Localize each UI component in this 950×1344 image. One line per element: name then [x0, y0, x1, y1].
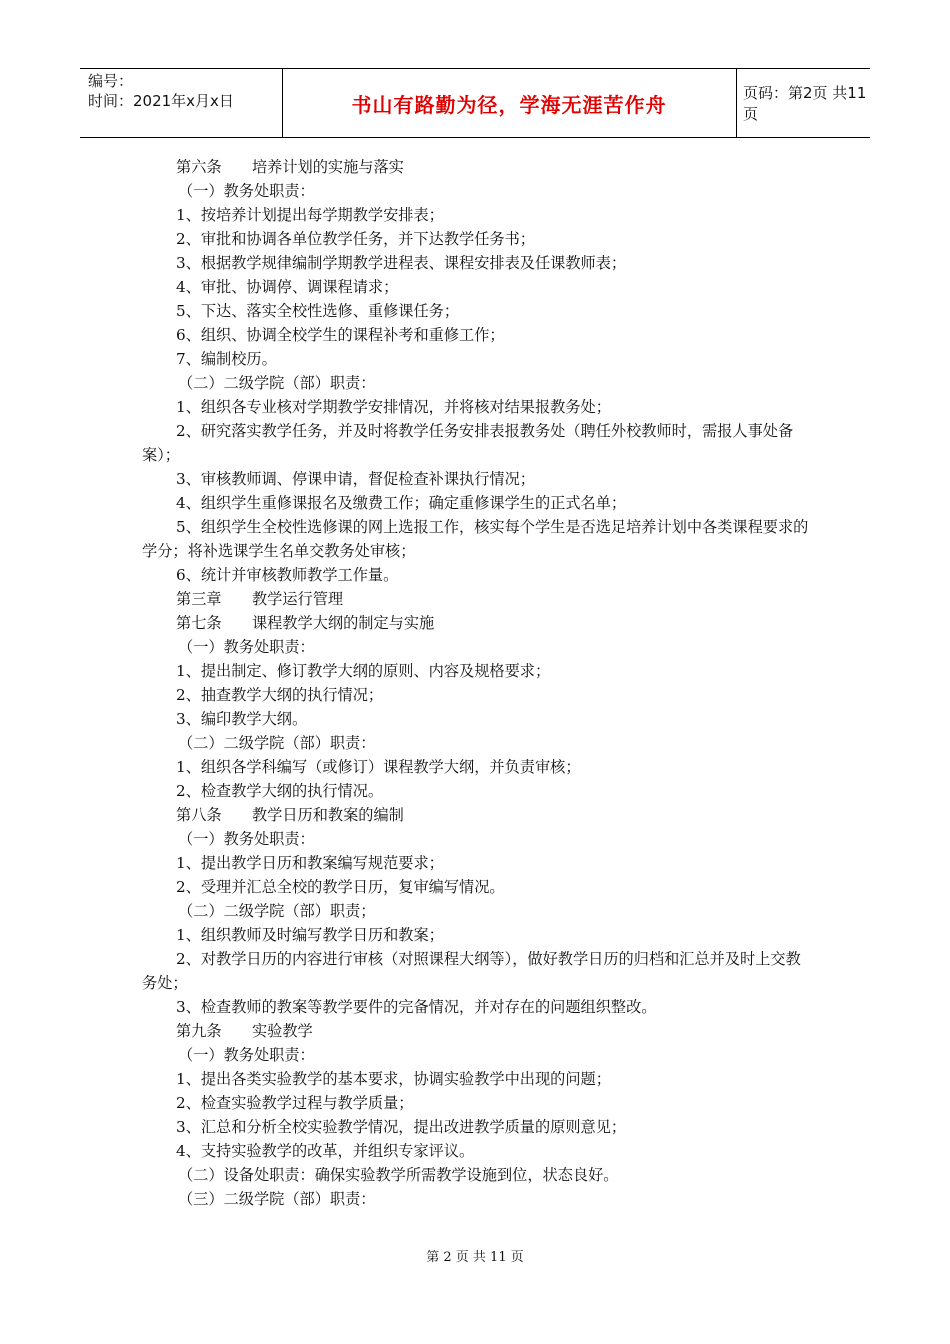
list-item: 2、审批和协调各单位教学任务，并下达教学任务书； — [176, 230, 535, 248]
section-heading: （一）教务处职责： — [178, 638, 315, 656]
list-item: 4、审批、协调停、调课程请求； — [176, 278, 399, 296]
list-item: 5、下达、落实全校性选修、重修课任务； — [176, 302, 460, 320]
article-heading: 第六条 培养计划的实施与落实 — [176, 158, 404, 176]
section-heading: （二）二级学院（部）职责： — [178, 734, 376, 752]
section-heading: （二）设备处职责：确保实验教学所需教学设施到位，状态良好。 — [178, 1166, 619, 1184]
list-item: 4、支持实验教学的改革，并组织专家评议。 — [176, 1142, 475, 1160]
section-heading: （一）教务处职责： — [178, 182, 315, 200]
list-item: 6、组织、协调全校学生的课程补考和重修工作； — [176, 326, 505, 344]
list-item: 1、组织各专业核对学期教学安排情况，并将核对结果报教务处； — [176, 398, 611, 416]
page-footer: 第 2 页 共 11 页 — [426, 1250, 524, 1265]
list-item: 1、组织各学科编写（或修订）课程教学大纲，并负责审核； — [176, 758, 581, 776]
page-header — [80, 68, 870, 138]
header-meta — [80, 69, 283, 137]
header-motto-cell — [282, 69, 737, 137]
list-item: 1、提出教学日历和教案编写规范要求； — [176, 854, 444, 872]
list-item: 1、提出制定、修订教学大纲的原则、内容及规格要求； — [176, 662, 551, 680]
article-heading: 第九条 实验教学 — [176, 1022, 313, 1040]
list-item: 3、检查教师的教案等教学要件的完备情况，并对存在的问题组织整改。 — [176, 998, 657, 1016]
list-item: 2、检查教学大纲的执行情况。 — [176, 782, 384, 800]
list-item: 1、按培养计划提出每学期教学安排表； — [176, 206, 444, 224]
section-heading: （三）二级学院（部）职责： — [178, 1190, 376, 1208]
list-item: 2、受理并汇总全校的教学日历，复审编写情况。 — [176, 878, 505, 896]
list-item: 2、检查实验教学过程与教学质量； — [176, 1094, 414, 1112]
list-item: 3、汇总和分析全校实验教学情况，提出改进教学质量的原则意见； — [176, 1118, 627, 1136]
list-item: 7、编制校历。 — [176, 350, 277, 368]
motto: 书山有路勤为径，学海无涯苦作舟 — [351, 92, 667, 117]
list-item: 1、提出各类实验教学的基本要求，协调实验教学中出现的问题； — [176, 1070, 611, 1088]
section-heading: （二）二级学院（部）职责： — [178, 374, 376, 392]
doc-number: 编号： — [88, 72, 134, 90]
document-body — [142, 155, 810, 1211]
list-item: 3、根据教学规律编制学期教学进程表、课程安排表及任课教师表； — [176, 254, 627, 272]
article-heading: 第七条 课程教学大纲的制定与实施 — [176, 614, 435, 632]
header-page-number: 页码：第2页 共11页 — [743, 84, 867, 123]
list-item: 2、对教学日历的内容进行审核（对照课程大纲等），做好教学日历的归档和汇总并及时上交教务处； — [142, 950, 801, 992]
list-item: 6、统计并审核教师教学工作量。 — [176, 566, 399, 584]
list-item: 3、审核教师调、停课申请，督促检查补课执行情况； — [176, 470, 535, 488]
doc-time: 时间：2021年x月x日 — [88, 92, 234, 110]
list-item: 4、组织学生重修课报名及缴费工作；确定重修课学生的正式名单； — [176, 494, 627, 512]
section-heading: （二）二级学院（部）职责； — [178, 902, 376, 920]
list-item: 1、组织教师及时编写教学日历和教案； — [176, 926, 444, 944]
list-item: 2、研究落实教学任务，并及时将教学任务安排表报教务处（聘任外校教师时，需报人事处备案）； — [142, 422, 794, 464]
list-item: 5、组织学生全校性选修课的网上选报工作，核实每个学生是否选足培养计划中各类课程要求的学分；将补选课学生名单交教务处审核； — [142, 518, 809, 560]
list-item: 2、抽查教学大纲的执行情况； — [176, 686, 384, 704]
article-heading: 第八条 教学日历和教案的编制 — [176, 806, 404, 824]
chapter-heading: 第三章 教学运行管理 — [176, 590, 344, 608]
list-item: 3、编印教学大纲。 — [176, 710, 308, 728]
section-heading: （一）教务处职责： — [178, 1046, 315, 1064]
section-heading: （一）教务处职责： — [178, 830, 315, 848]
